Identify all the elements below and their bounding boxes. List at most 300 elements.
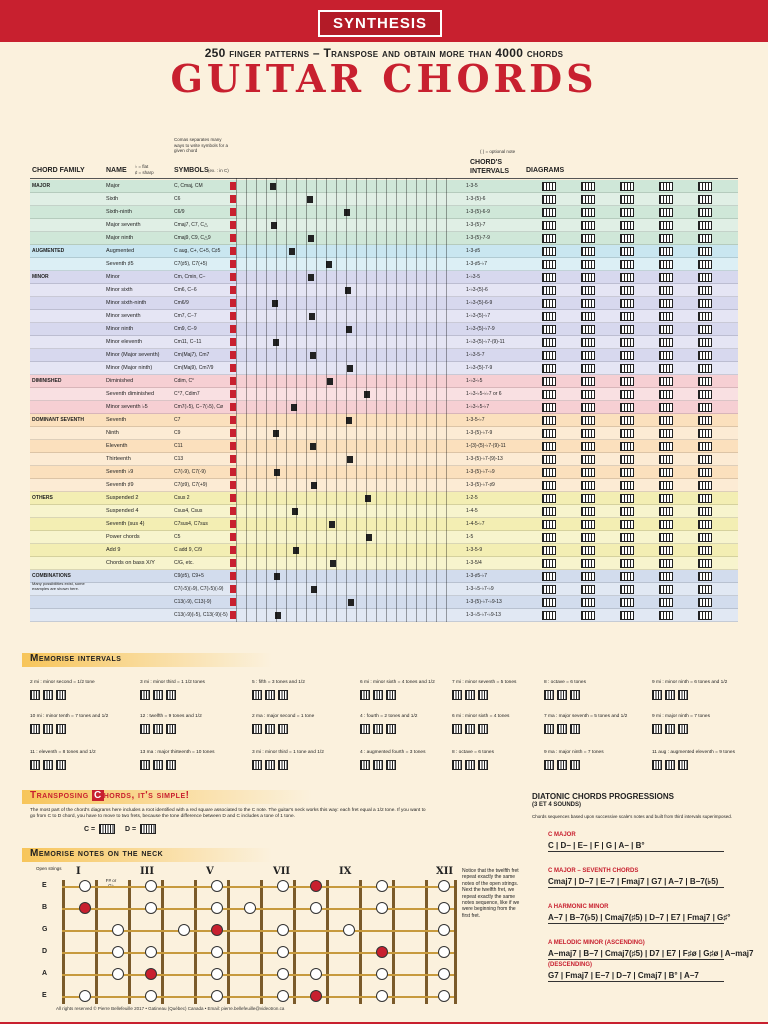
grid-line xyxy=(406,178,407,622)
fret xyxy=(194,880,197,1004)
interval-label: 2 ma : major second = 1 tone xyxy=(252,714,315,719)
chord-diagram xyxy=(542,533,556,542)
neck-banner xyxy=(22,848,272,862)
scale-chords: C | D− | E− | F | G | A− | B° xyxy=(548,841,724,852)
chord-row xyxy=(30,518,738,531)
chord-diagram xyxy=(581,468,595,477)
chord-row xyxy=(30,219,738,232)
chord-diagram xyxy=(581,208,595,217)
transpose-banner xyxy=(22,790,312,804)
chord-diagram xyxy=(620,481,634,490)
chord-name: Sixth-ninth xyxy=(106,209,132,215)
chord-diagram xyxy=(698,338,712,347)
chord-intervals: 1-5 xyxy=(466,534,474,540)
interval-diagram xyxy=(56,760,66,770)
chord-name: Diminished xyxy=(106,378,134,384)
interval-diagram xyxy=(557,724,567,734)
chord-diagram xyxy=(542,182,556,191)
interval-diagram xyxy=(386,760,396,770)
chord-diagram xyxy=(581,455,595,464)
grid-line xyxy=(276,178,277,622)
chord-row xyxy=(30,479,738,492)
interval-diagram xyxy=(30,690,40,700)
chord-symbol: C7(♭5)(♭9), C7(♭5)(♭9) xyxy=(174,586,224,592)
chord-diagram xyxy=(659,286,673,295)
chord-diagram xyxy=(620,364,634,373)
chord-symbol: C9(♯5), C9+5 xyxy=(174,573,204,579)
interval-diagram xyxy=(570,690,580,700)
chord-diagram xyxy=(659,273,673,282)
interval-diagram xyxy=(665,690,675,700)
chord-diagram xyxy=(581,338,595,347)
chord-diagram xyxy=(542,455,556,464)
neck-title: Memorise notes on the neck xyxy=(30,848,164,859)
grid-line xyxy=(436,178,437,622)
chord-diagram xyxy=(542,351,556,360)
chord-diagram xyxy=(542,260,556,269)
fret xyxy=(161,880,164,1004)
chord-diagram xyxy=(581,260,595,269)
chord-symbol: Csus 2 xyxy=(174,495,190,501)
chord-symbol: Csus4, Csus xyxy=(174,508,203,514)
chord-diagram xyxy=(659,338,673,347)
col-chord-family: CHORD FAMILY xyxy=(32,167,85,174)
grid-line xyxy=(286,178,287,622)
interval-diagram xyxy=(278,690,288,700)
scale-chords: Cmaj7 | D−7 | E−7 | Fmaj7 | G7 | A−7 | B−7(♭5) xyxy=(548,877,724,888)
chord-diagram xyxy=(542,273,556,282)
interval-diagram xyxy=(252,760,262,770)
interval-diagram xyxy=(56,724,66,734)
interval-label: 10 mi : minor tenth = 7 tones and 1/2 xyxy=(30,714,109,719)
interval-label: 5 : fifth = 3 tones and 1/2 xyxy=(252,680,305,685)
interval-label: 7 ma : major seventh = 5 tones and 1/2 xyxy=(544,714,628,719)
chord-symbol: C6/9 xyxy=(174,209,185,215)
chord-intervals: 1-3-(5)-♭7-♭9 xyxy=(466,469,495,475)
chord-intervals: 1-♭3-(5)-6 xyxy=(466,287,488,293)
chord-diagram xyxy=(542,507,556,516)
grid-line xyxy=(386,178,387,622)
chord-intervals: 1-3-♭5-♭7-♭9 xyxy=(466,586,494,592)
chord-symbol: C13 xyxy=(174,456,184,462)
chord-diagram xyxy=(698,559,712,568)
interval-marker xyxy=(308,235,314,242)
open-string-name: E xyxy=(42,882,47,889)
chord-symbol: Cm(Maj7), Cm7 xyxy=(174,352,210,358)
table-header-rule xyxy=(30,178,738,179)
interval-diagram xyxy=(452,760,462,770)
chord-diagram xyxy=(620,351,634,360)
chord-diagram xyxy=(620,598,634,607)
chord-symbol: Cm7(♭5), C−7(♭5), Cø xyxy=(174,404,224,410)
chord-row xyxy=(30,258,738,271)
chord-diagram xyxy=(659,195,673,204)
neck-note-marker xyxy=(145,946,157,958)
interval-label: 9 ma : major ninth = 7 tones xyxy=(544,750,604,755)
chord-symbol: C add 9, C/9 xyxy=(174,547,203,553)
neck-note-marker xyxy=(277,946,289,958)
optional-note: ( ) = optional note xyxy=(480,149,516,154)
chord-intervals: 1-♭3-♭5-♭♭7 or 6 xyxy=(466,391,502,397)
chord-diagram xyxy=(542,481,556,490)
comma-note: Comas separates many ways to write symbols for a given chord xyxy=(174,137,229,153)
grid-line xyxy=(236,178,237,622)
chord-diagram xyxy=(620,520,634,529)
chord-intervals: 1-♭3-(5)-♭7-9 xyxy=(466,326,495,332)
chord-name: Seventh diminished xyxy=(106,391,155,397)
interval-label: 8 : octave = 6 tones xyxy=(452,750,495,755)
open-strings-label: Open strings xyxy=(36,866,62,871)
chord-row xyxy=(30,193,738,206)
chord-diagram xyxy=(659,221,673,230)
fret xyxy=(454,880,457,1004)
chord-row xyxy=(30,466,738,479)
chord-symbol: C/G, etc. xyxy=(174,560,194,566)
interval-label: 6 mi : minor sixth = 4 tones xyxy=(452,714,510,719)
interval-diagram xyxy=(652,690,662,700)
chord-diagram xyxy=(659,299,673,308)
grid-line xyxy=(426,178,427,622)
chord-name: Minor seventh xyxy=(106,313,141,319)
col-diagrams: DIAGRAMS xyxy=(526,167,565,174)
interval-diagram xyxy=(544,690,554,700)
chord-diagram xyxy=(659,559,673,568)
c-equals-label: C = xyxy=(84,826,96,833)
chord-intervals: 1-3-♯5-♭7 xyxy=(466,573,487,579)
chord-diagram xyxy=(698,429,712,438)
chord-diagram xyxy=(542,286,556,295)
flat-note: ♭ = flat xyxy=(135,164,149,169)
grid-line xyxy=(256,178,257,622)
chord-symbol: Cm9, C−9 xyxy=(174,326,197,332)
fret-number: V xyxy=(206,866,214,877)
grid-line xyxy=(316,178,317,622)
neck-note-marker xyxy=(211,924,223,936)
chord-intervals: 1-4-5 xyxy=(466,508,478,514)
grid-line xyxy=(336,178,337,622)
neck-note-marker xyxy=(438,968,450,980)
chord-diagram xyxy=(581,494,595,503)
chord-diagram xyxy=(698,611,712,620)
scale-chords: A−maj7 | B−7 | Cmaj7(♯5) | D7 | E7 | F♯ø | G♯ø | A−maj7 xyxy=(548,949,754,958)
chord-diagram xyxy=(542,325,556,334)
interval-diagram xyxy=(153,760,163,770)
neck-note-marker xyxy=(112,924,124,936)
chord-row xyxy=(30,401,738,414)
chord-symbol: Cmaj7, C7, C△ xyxy=(174,222,208,228)
intervals-title: Memorise intervals xyxy=(30,653,122,664)
interval-diagram xyxy=(140,690,150,700)
chord-diagram xyxy=(581,325,595,334)
neck-note-marker xyxy=(79,902,91,914)
chord-symbol: C9 xyxy=(174,430,181,436)
chord-diagram xyxy=(620,585,634,594)
family-label: DIMINISHED xyxy=(32,378,62,384)
chord-diagram xyxy=(698,520,712,529)
page-title: GUITAR CHORDS xyxy=(170,56,598,101)
chord-diagram xyxy=(581,377,595,386)
chord-diagram xyxy=(659,351,673,360)
family-label: AUGMENTED xyxy=(32,248,65,254)
chord-row xyxy=(30,505,738,518)
chord-diagram xyxy=(620,429,634,438)
chord-diagram xyxy=(581,481,595,490)
neck-note-marker xyxy=(211,968,223,980)
chord-diagram xyxy=(698,442,712,451)
string xyxy=(62,996,454,998)
symbols-example: (ex. : in C) xyxy=(208,168,229,173)
grid-line xyxy=(446,178,447,622)
chord-intervals: 1-3-(5)-7 xyxy=(466,222,486,228)
copyright: All rights reserved © Pierre Bellefeuille 2017 • Gatineau (Québec) Canada • Email: pierre.bellefeuille@videotron.ca xyxy=(56,1006,285,1011)
transpose-title-a: Transposing xyxy=(30,790,92,801)
family-label: MAJOR xyxy=(32,183,51,189)
interval-diagram xyxy=(557,760,567,770)
chord-diagram xyxy=(542,572,556,581)
chord-intervals: 1-♭3-5 xyxy=(466,274,481,280)
chord-diagram xyxy=(620,273,634,282)
chord-diagram xyxy=(659,208,673,217)
chord-symbol: Cdim, C° xyxy=(174,378,195,384)
chord-name: Seventh ♭9 xyxy=(106,469,134,475)
scale-heading: A MELODIC MINOR (ASCENDING) xyxy=(548,940,645,946)
interval-diagram xyxy=(43,760,53,770)
interval-marker xyxy=(274,573,280,580)
interval-diagram xyxy=(166,690,176,700)
chord-row xyxy=(30,336,738,349)
neck-note-marker xyxy=(343,924,355,936)
chord-diagram xyxy=(620,312,634,321)
chord-diagram xyxy=(542,468,556,477)
neck-note-marker xyxy=(376,990,388,1002)
fret xyxy=(260,880,263,1004)
neck-note-marker xyxy=(376,968,388,980)
chord-diagram xyxy=(698,598,712,607)
chord-diagram xyxy=(581,182,595,191)
chord-diagram xyxy=(659,390,673,399)
chord-intervals: 1-(3)-(5)-♭7-(9)-11 xyxy=(466,443,506,449)
chord-diagram xyxy=(698,507,712,516)
diatonic-description: Chords sequences based upon successive scale's notes and built from third intervals superimposed. xyxy=(532,814,732,819)
interval-diagram xyxy=(373,760,383,770)
chord-diagram xyxy=(620,403,634,412)
neck-note-marker xyxy=(438,880,450,892)
interval-marker xyxy=(348,599,354,606)
fret-number: IX xyxy=(339,866,352,877)
chord-diagram xyxy=(542,416,556,425)
chord-diagram xyxy=(698,247,712,256)
chord-diagram xyxy=(698,546,712,555)
neck-note-marker xyxy=(376,880,388,892)
scale-chords: A−7 | B−7(♭5) | Cmaj7(♯5) | D−7 | E7 | Fmaj7 | G♯° xyxy=(548,913,731,922)
chord-symbol: C7sus4, C7sus xyxy=(174,521,208,527)
interval-diagram xyxy=(140,724,150,734)
fret-number: XII xyxy=(436,866,454,877)
chord-diagram xyxy=(542,520,556,529)
chord-symbol: Cmaj9, C9, C△9 xyxy=(174,235,211,241)
interval-diagram xyxy=(30,760,40,770)
interval-label: 12 : twelfth = 9 tones and 1/2 xyxy=(140,714,202,719)
chord-diagram xyxy=(581,585,595,594)
grid-line xyxy=(266,178,267,622)
chord-symbol: C13(♭9), C13(-9) xyxy=(174,599,212,605)
chord-diagram xyxy=(659,364,673,373)
chord-diagram xyxy=(581,533,595,542)
chord-diagram xyxy=(659,403,673,412)
grid-line xyxy=(326,178,327,622)
chord-diagram xyxy=(581,559,595,568)
grid-line xyxy=(396,178,397,622)
chord-intervals: 1-2-5 xyxy=(466,495,478,501)
chord-name: Add 9 xyxy=(106,547,121,553)
chord-diagram xyxy=(659,377,673,386)
interval-diagram xyxy=(652,724,662,734)
chord-diagram xyxy=(698,351,712,360)
chord-name: Minor xyxy=(106,274,120,280)
interval-marker xyxy=(344,209,350,216)
scale-heading: A HARMONIC MINOR xyxy=(548,904,609,910)
chord-name: Minor (Major ninth) xyxy=(106,365,153,371)
chord-symbol: C aug, C+, C+5, C♯5 xyxy=(174,248,221,254)
interval-label: 4 : fourth = 2 tones and 1/2 xyxy=(360,714,418,719)
chord-row xyxy=(30,414,738,427)
chord-diagram xyxy=(620,494,634,503)
interval-diagram xyxy=(265,690,275,700)
chord-diagram xyxy=(698,299,712,308)
chord-diagram xyxy=(620,507,634,516)
chord-diagram xyxy=(542,429,556,438)
chord-diagram xyxy=(659,481,673,490)
chord-intervals: 1-♭3-♭5-♭7 xyxy=(466,404,490,410)
family-label: OTHERS xyxy=(32,495,53,501)
neck-note-marker xyxy=(79,990,91,1002)
chord-symbol: C7 xyxy=(174,417,181,423)
chord-diagram xyxy=(659,494,673,503)
interval-diagram xyxy=(360,690,370,700)
chord-diagram xyxy=(542,221,556,230)
grid-line xyxy=(346,178,347,622)
interval-diagram xyxy=(465,724,475,734)
chord-diagram xyxy=(659,247,673,256)
chord-diagram xyxy=(698,364,712,373)
interval-diagram xyxy=(30,724,40,734)
fret xyxy=(425,880,428,1004)
chord-diagram xyxy=(581,611,595,620)
interval-marker xyxy=(289,248,295,255)
chord-name: Minor (Major seventh) xyxy=(106,352,160,358)
interval-diagram xyxy=(360,724,370,734)
open-string-name: B xyxy=(42,904,48,911)
chord-diagram xyxy=(620,247,634,256)
interval-diagram xyxy=(665,724,675,734)
chord-diagram xyxy=(659,598,673,607)
chord-diagram xyxy=(698,208,712,217)
chord-diagram xyxy=(698,312,712,321)
col-name: NAME xyxy=(106,167,127,174)
interval-diagram xyxy=(265,760,275,770)
chord-row xyxy=(30,284,738,297)
interval-diagram xyxy=(570,724,580,734)
interval-label: 4 : augmented fourth = 3 tones xyxy=(360,750,426,755)
neck-note-marker xyxy=(145,902,157,914)
chord-name: Eleventh xyxy=(106,443,128,449)
interval-marker xyxy=(308,274,314,281)
chord-name: Major ninth xyxy=(106,235,134,241)
chord-intervals: 1-3-5-♭7 xyxy=(466,417,485,423)
neck-note-marker xyxy=(310,880,322,892)
chord-diagram xyxy=(698,468,712,477)
chord-diagram xyxy=(542,390,556,399)
neck-note-marker xyxy=(277,924,289,936)
chord-diagram xyxy=(620,182,634,191)
chord-diagram xyxy=(581,572,595,581)
interval-diagram xyxy=(140,760,150,770)
chord-diagram xyxy=(620,468,634,477)
interval-diagram xyxy=(43,690,53,700)
neck-note-marker xyxy=(178,924,190,936)
chord-diagram xyxy=(698,286,712,295)
chord-diagram xyxy=(659,429,673,438)
chord-diagram xyxy=(659,182,673,191)
chord-diagram xyxy=(620,208,634,217)
chord-name: Augmented xyxy=(106,248,135,254)
chord-intervals: 1-♭3-♭5 xyxy=(466,378,483,384)
open-string-name: D xyxy=(42,948,48,955)
neck-note-marker xyxy=(310,990,322,1002)
chord-diagram xyxy=(542,195,556,204)
interval-label: 2 mi : minor second = 1/2 tone xyxy=(30,680,95,685)
chord-name: Power chords xyxy=(106,534,140,540)
grid-line xyxy=(416,178,417,622)
chord-diagram xyxy=(542,403,556,412)
chord-diagram xyxy=(620,299,634,308)
f-sharp-label: F# or xyxy=(105,878,117,883)
chord-diagram xyxy=(542,598,556,607)
scale-chords: G7 | Fmaj7 | E−7 | D−7 | Cmaj7 | B° | A−7 xyxy=(548,971,724,982)
chord-diagram xyxy=(620,325,634,334)
chord-row xyxy=(30,453,738,466)
chord-symbol: C5 xyxy=(174,534,181,540)
interval-diagram xyxy=(544,760,554,770)
chord-row xyxy=(30,609,738,622)
chord-diagram xyxy=(698,377,712,386)
d-chord-diagram xyxy=(140,824,156,834)
chord-symbol: Cm(Maj9), Cm7/9 xyxy=(174,365,214,371)
diatonic-title: DIATONIC CHORDS PROGRESSIONS xyxy=(532,792,674,801)
interval-diagram xyxy=(360,760,370,770)
chord-row xyxy=(30,297,738,310)
interval-diagram xyxy=(153,690,163,700)
interval-marker xyxy=(272,300,278,307)
chord-intervals: 1-3-(5)-7-9 xyxy=(466,235,490,241)
chord-symbol: C°7, Cdim7 xyxy=(174,391,200,397)
family-label: COMBINATIONS xyxy=(32,573,71,579)
chord-diagram xyxy=(698,585,712,594)
fret xyxy=(293,880,296,1004)
interval-diagram xyxy=(278,724,288,734)
chord-diagram xyxy=(620,533,634,542)
fret-number: VII xyxy=(273,866,291,877)
interval-label: 11 : eleventh = 8 tones and 1/2 xyxy=(30,750,96,755)
neck-note-marker xyxy=(310,968,322,980)
chord-diagram xyxy=(581,442,595,451)
chord-intervals: 1-3-♯5 xyxy=(466,248,481,254)
open-string-name: A xyxy=(42,970,48,977)
interval-diagram xyxy=(544,724,554,734)
intervals-banner xyxy=(22,653,272,667)
chord-diagram xyxy=(620,546,634,555)
chord-name: Minor sixth-ninth xyxy=(106,300,147,306)
